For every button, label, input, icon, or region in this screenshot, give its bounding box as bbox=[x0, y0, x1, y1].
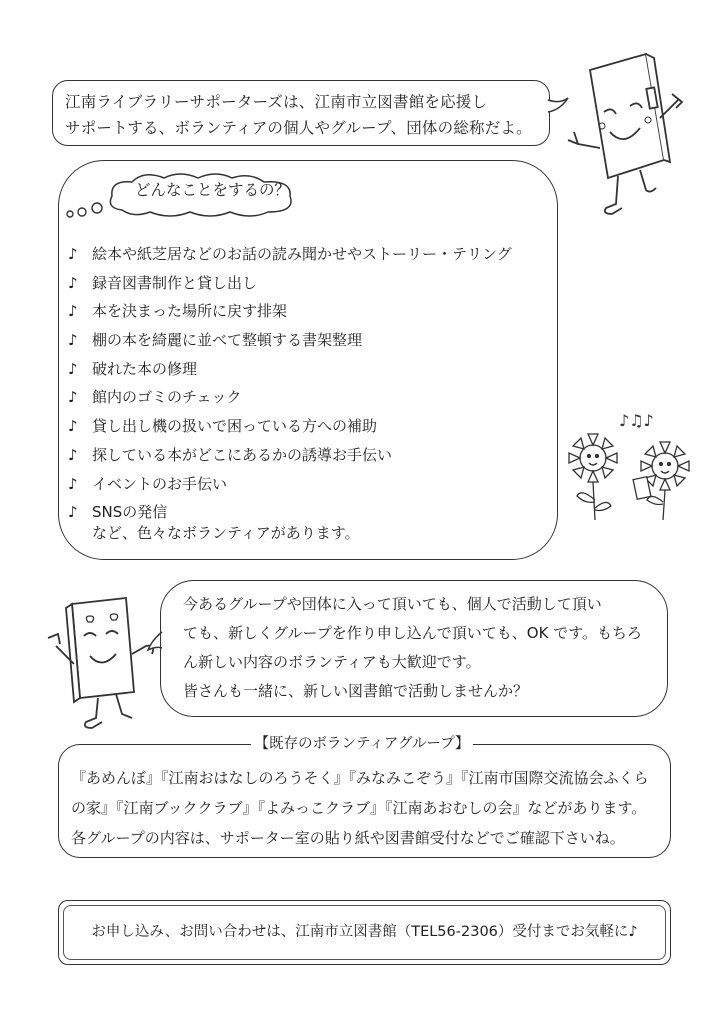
groups-line-2: の家』『江南ブッククラブ』『よみっこクラブ』『江南あおむしの会』などがあります。 bbox=[71, 799, 647, 817]
intro-line-2: サポートする、ボランティアの個人やグループ、団体の総称だよ。 bbox=[65, 119, 532, 137]
music-note-icon: ♪ bbox=[68, 245, 78, 263]
music-note-icon: ♪ bbox=[68, 445, 78, 464]
invite-line-4: 皆さんも一緒に、新しい図書館で活動しませんか？ bbox=[183, 682, 529, 700]
activities-heading: どんなことをするの？ bbox=[135, 181, 291, 199]
list-item: ♪ 破れた本の修理 bbox=[68, 355, 512, 384]
svg-text:♪♫♪: ♪♫♪ bbox=[619, 411, 654, 430]
list-item: ♪ 探している本がどこにあるかの誘導お手伝い bbox=[68, 441, 512, 470]
groups-title-wrap bbox=[0, 733, 724, 754]
music-note-icon: ♪ bbox=[68, 331, 78, 350]
music-note-icon: ♪ bbox=[68, 388, 78, 407]
activities-list bbox=[68, 240, 512, 527]
groups-line-1: 『あめんぼ』『江南おはなしのろうそく』『みなみこぞう』『江南市国際交流協会ふくら bbox=[71, 769, 649, 787]
list-item: ♪ 貸し出し機の扱いで困っている方への補助 bbox=[68, 412, 512, 441]
intro-speech-bubble bbox=[52, 80, 550, 146]
music-note-icon: ♪ bbox=[68, 359, 78, 378]
list-item: ♪ 絵本や紙芝居などのお話の読み聞かせやストーリー・テリング bbox=[68, 240, 512, 269]
list-item: ♪ 本を決まった場所に戻す排架 bbox=[68, 297, 512, 326]
list-item: ♪ SNSの発信 bbox=[68, 498, 512, 527]
invite-line-3: ん新しい内容のボランティアも大歓迎です。 bbox=[183, 653, 481, 671]
music-note-icon: ♪ bbox=[68, 503, 78, 522]
groups-line-3: 各グループの内容は、サポーター室の貼り紙や図書館受付などでご確認下さいね。 bbox=[71, 829, 625, 847]
intro-line-1: 江南ライブラリーサポーターズは、江南市立図書館を応援し bbox=[65, 93, 488, 111]
sunflower-icon bbox=[565, 408, 700, 523]
music-note-icon: ♪ bbox=[68, 302, 78, 321]
contact-text: お申し込み、お問い合わせは、江南市立図書館（TEL56-2306）受付までお気軽に♪ bbox=[63, 905, 666, 960]
music-note-icon: ♪ bbox=[68, 417, 78, 436]
activities-footer: など、色々なボランティアがあります。 bbox=[92, 524, 360, 542]
book-mascot-icon bbox=[42, 594, 160, 734]
list-item: ♪ 館内のゴミのチェック bbox=[68, 383, 512, 412]
groups-title: 【既存のボランティアグループ】 bbox=[251, 736, 474, 752]
list-item: ♪ 録音図書制作と貸し出し bbox=[68, 269, 512, 298]
book-mascot-icon bbox=[560, 48, 690, 228]
invite-speech-bubble bbox=[160, 580, 668, 717]
invite-line-1: 今あるグループや団体に入って頂いても、個人で活動して頂い bbox=[183, 595, 602, 613]
list-item: ♪ 棚の本を綺麗に並べて整頓する書架整理 bbox=[68, 326, 512, 355]
invite-line-2: ても、新しくグループを作り申し込んで頂いても、OK です。もちろ bbox=[183, 624, 643, 642]
existing-groups-box bbox=[58, 744, 671, 858]
music-note-icon: ♪ bbox=[68, 273, 78, 292]
list-item: ♪ イベントのお手伝い bbox=[68, 470, 512, 499]
music-note-icon: ♪ bbox=[68, 474, 78, 493]
